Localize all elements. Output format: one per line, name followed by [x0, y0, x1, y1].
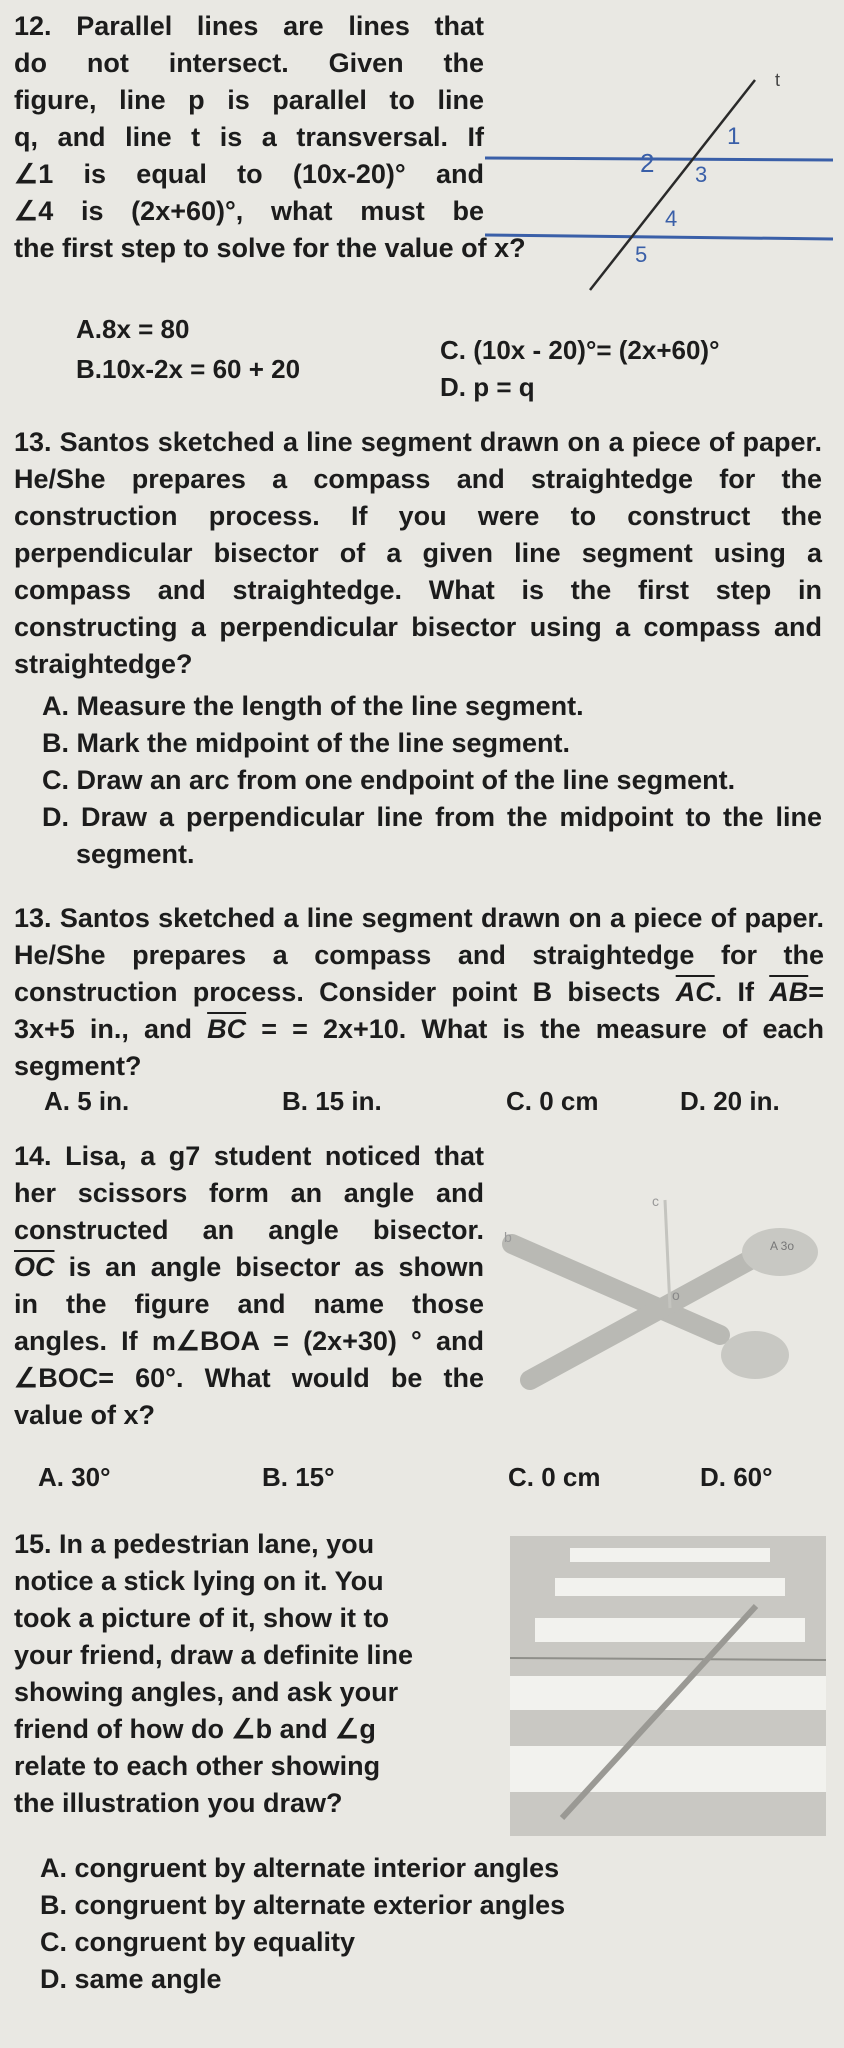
q13b-line: [14, 974, 824, 1011]
q13b-text: 3x+5 in., and: [14, 1014, 208, 1044]
q15-line: notice a stick lying on it. You: [14, 1566, 384, 1596]
q13a-option-d-cont: segment.: [76, 839, 195, 869]
q14-option-b[interactable]: B. 15°: [262, 1462, 335, 1492]
q14-text: is an angle bisector as shown: [54, 1252, 484, 1282]
q15-line: friend of how do ∠b and ∠g: [14, 1714, 376, 1744]
bisector-ray: [665, 1200, 670, 1308]
q14-line: [14, 1249, 484, 1286]
q14-option-a[interactable]: A. 30°: [38, 1462, 111, 1492]
question-15-text: [14, 1526, 504, 1822]
q15-line: took a picture of it, show it to: [14, 1603, 389, 1633]
ray-oc: $\overline{OC}$: [14, 1252, 55, 1282]
q14-line: her scissors form an angle and: [14, 1178, 484, 1208]
q13b-line: [14, 1011, 824, 1048]
scissor-handle-lower: [721, 1331, 789, 1379]
question-13a-text: [14, 424, 822, 683]
lane-stripe: [510, 1746, 826, 1792]
lane-stripe: [555, 1578, 785, 1596]
q13b-text: = = 2x+10. What is the measure of each: [246, 1014, 824, 1044]
q12-option-d[interactable]: D. p = q: [440, 372, 535, 402]
q13b-line: He/She prepares a compass and straightedge for the: [14, 940, 824, 970]
scissors-figure: [490, 1190, 830, 1420]
label-o: o: [672, 1287, 680, 1303]
q13a-option-a[interactable]: A. Measure the length of the line segment.: [42, 691, 584, 721]
lane-stripe: [570, 1548, 770, 1562]
q15-option-a[interactable]: A. congruent by alternate interior angles: [40, 1853, 560, 1883]
q14-line: 14. Lisa, a g7 student noticed that: [14, 1141, 484, 1171]
segment-ac: $\overline{AC}$: [675, 977, 715, 1007]
line-q: [485, 235, 833, 239]
q15-option-b[interactable]: B. congruent by alternate exterior angles: [40, 1890, 566, 1920]
label-a: A 3o: [770, 1239, 795, 1253]
q15-option-c[interactable]: C. congruent by equality: [40, 1927, 356, 1957]
q13b-text: . If: [714, 977, 770, 1007]
q15-option-d[interactable]: D. same angle: [40, 1964, 222, 1994]
label-1: 1: [727, 123, 741, 150]
q15-line: showing angles, and ask your: [14, 1677, 399, 1707]
q12-line: ∠1 is equal to (10x-20)° and: [14, 159, 484, 189]
q13a-options: [42, 688, 822, 873]
q13a-option-d[interactable]: D. Draw a perpendicular line from the midpoint to the line: [42, 802, 822, 832]
q13b-line: segment?: [14, 1051, 142, 1081]
q13a-option-c[interactable]: C. Draw an arc from one endpoint of the line segment.: [42, 765, 736, 795]
parallel-lines-figure: [485, 70, 835, 300]
q12-line: 12. Parallel lines are lines that: [14, 11, 484, 41]
q13a-line: straightedge?: [14, 649, 193, 679]
q13b-option-a[interactable]: A. 5 in.: [44, 1086, 130, 1116]
segment-bc: $\overline{BC}$: [207, 1014, 247, 1044]
q13a-line: construction process. If you were to construct the: [14, 501, 822, 531]
q14-line: angles. If m∠BOA = (2x+30) ° and: [14, 1326, 484, 1356]
q13b-text: =: [808, 977, 825, 1007]
q12-option-c[interactable]: C. (10x - 20)°= (2x+60)°: [440, 335, 720, 365]
q14-line: constructed an angle bisector.: [14, 1215, 484, 1245]
label-4: 4: [665, 206, 678, 231]
q13b-line: 13. Santos sketched a line segment drawn on a piece of paper.: [14, 903, 824, 933]
q13a-line: 13. Santos sketched a line segment drawn on a piece of paper.: [14, 427, 822, 457]
transversal-t: [590, 80, 755, 290]
q14-option-d[interactable]: D. 60°: [700, 1462, 773, 1492]
q14-option-c[interactable]: C. 0 cm: [508, 1462, 601, 1492]
q13b-option-c[interactable]: C. 0 cm: [506, 1086, 599, 1116]
q12-line: figure, line p is parallel to line: [14, 85, 484, 115]
q12-option-a[interactable]: A.8x = 80: [76, 314, 190, 344]
q12-line: do not intersect. Given the: [14, 48, 484, 78]
q14-line: value of x?: [14, 1400, 156, 1430]
scissor-blade-lower: [530, 1260, 750, 1380]
q12-option-b[interactable]: B.10x-2x = 60 + 20: [76, 354, 301, 384]
question-13b-text: [14, 900, 824, 1085]
q12-line: ∠4 is (2x+60)°, what must be: [14, 196, 484, 226]
pedestrian-lane-figure: [510, 1536, 826, 1836]
segment-ab: $\overline{AB}$: [769, 977, 809, 1007]
question-14-text: [14, 1138, 484, 1434]
q12-line: q, and line t is a transversal. If: [14, 122, 484, 152]
label-3: 3: [695, 162, 708, 187]
question-12-text: [14, 8, 526, 267]
lane-stripe: [535, 1618, 805, 1642]
q13b-option-d[interactable]: D. 20 in.: [680, 1086, 780, 1116]
q14-line: in the figure and name those: [14, 1289, 484, 1319]
label-t: t: [775, 70, 781, 90]
q13a-option-b[interactable]: B. Mark the midpoint of the line segment.: [42, 728, 571, 758]
q15-line: the illustration you draw?: [14, 1788, 343, 1818]
q15-line: relate to each other showing: [14, 1751, 381, 1781]
q15-line: 15. In a pedestrian lane, you: [14, 1529, 375, 1559]
q12-line: the first step to solve for the value of x?: [14, 233, 526, 263]
label-5: 5: [635, 242, 648, 267]
q13a-line: compass and straightedge. What is the first step in: [14, 575, 822, 605]
label-2: 2: [640, 148, 655, 178]
label-b: b: [504, 1229, 512, 1245]
q13a-line: perpendicular bisector of a given line segment using a: [14, 538, 822, 568]
q15-line: your friend, draw a definite line: [14, 1640, 414, 1670]
q13a-line: constructing a perpendicular bisector using a compass and: [14, 612, 822, 642]
q15-options: [40, 1850, 820, 1998]
q14-line: ∠BOC= 60°. What would be the: [14, 1363, 484, 1393]
q13b-text: construction process. Consider point B bisects: [14, 977, 676, 1007]
label-c: c: [652, 1193, 659, 1209]
q13a-line: He/She prepares a compass and straightedge for the: [14, 464, 822, 494]
q13b-option-b[interactable]: B. 15 in.: [282, 1086, 382, 1116]
line-p: [485, 158, 833, 160]
